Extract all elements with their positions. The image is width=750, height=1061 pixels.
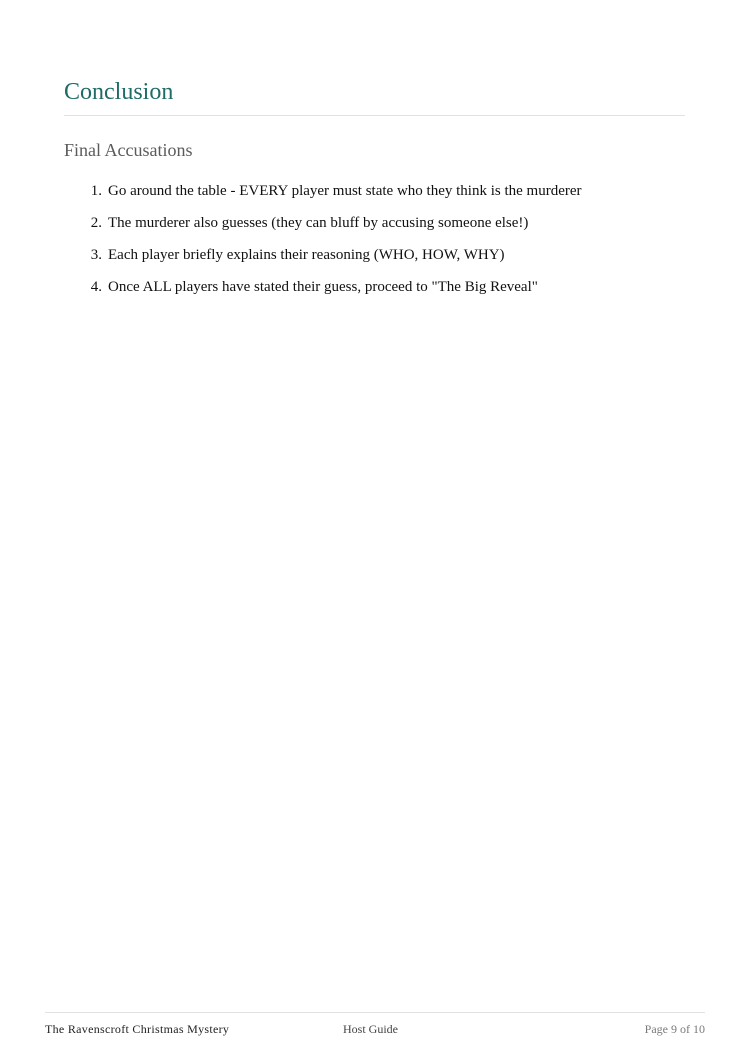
list-item-number: 1. xyxy=(90,183,102,199)
list-item xyxy=(64,244,582,276)
accusation-steps-list xyxy=(64,180,582,308)
list-item xyxy=(64,276,582,308)
page-number: Page 9 of 10 xyxy=(644,1022,705,1036)
list-item-text: Each player briefly explains their reasoning (WHO, HOW, WHY) xyxy=(108,247,505,263)
footer-divider xyxy=(45,1012,705,1013)
subsection-title: Final Accusations xyxy=(64,140,193,160)
footer-document-title: The Ravenscroft Christmas Mystery xyxy=(45,1022,230,1036)
list-item xyxy=(64,212,582,244)
page-footer xyxy=(45,1021,705,1039)
title-divider xyxy=(64,115,685,116)
section-title: Conclusion xyxy=(64,79,174,105)
list-item-number: 3. xyxy=(90,247,102,263)
list-item-text: The murderer also guesses (they can bluff by accusing someone else!) xyxy=(108,215,529,231)
list-item-text: Once ALL players have stated their guess, proceed to "The Big Reveal" xyxy=(108,279,538,295)
footer-guide-label: Host Guide xyxy=(343,1022,398,1036)
list-item-number: 2. xyxy=(90,215,102,231)
list-item xyxy=(64,180,582,212)
list-item-number: 4. xyxy=(90,279,102,295)
list-item-text: Go around the table - EVERY player must state who they think is the murderer xyxy=(108,183,582,199)
